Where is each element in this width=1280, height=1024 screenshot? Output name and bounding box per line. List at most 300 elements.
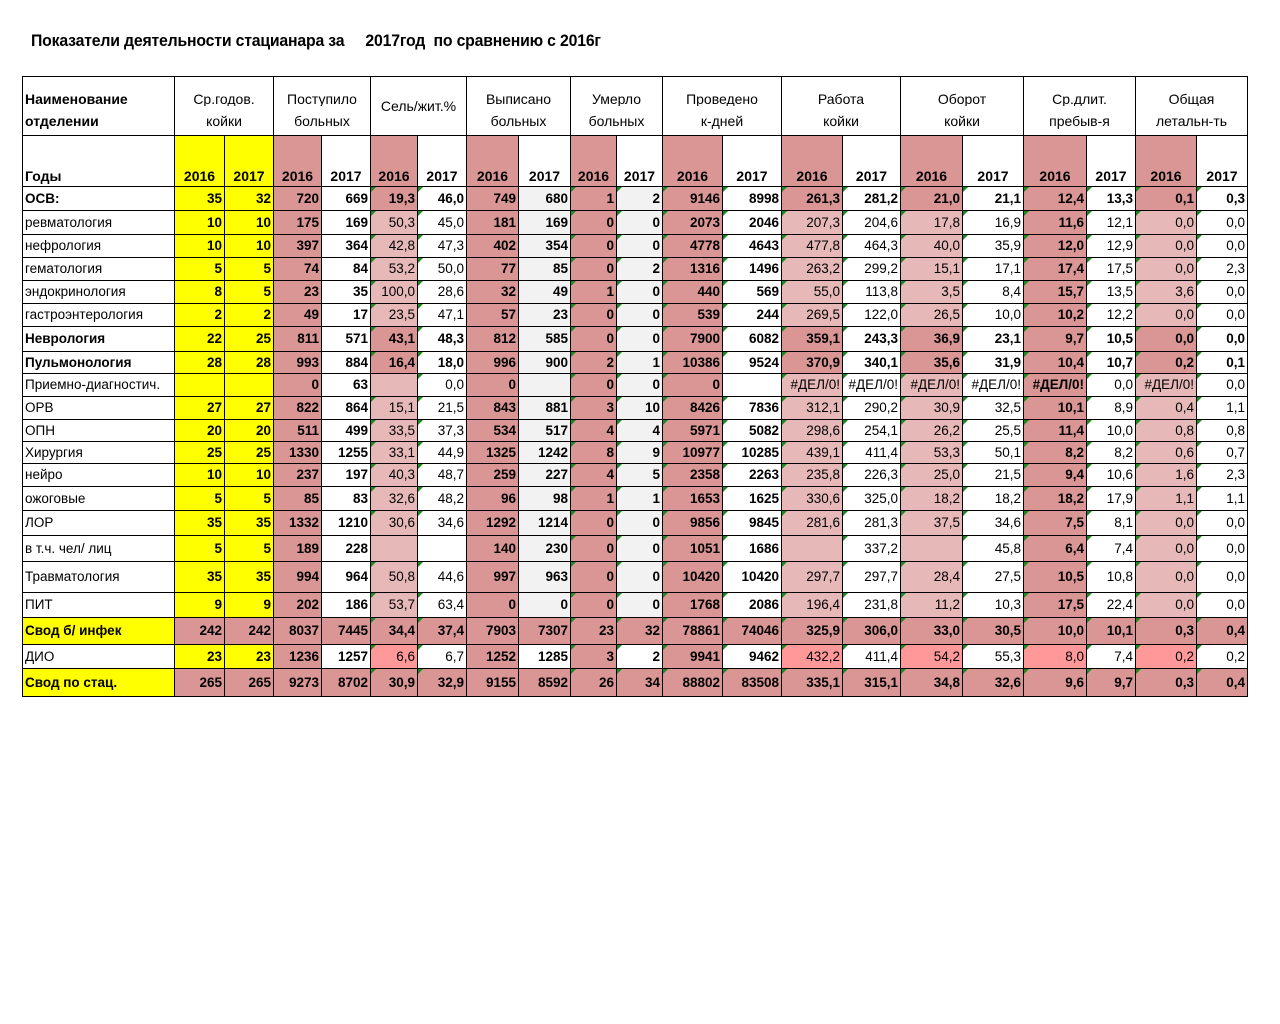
table-cell [519,420,571,442]
table-cell [371,442,418,464]
table-cell [723,669,782,697]
cell-value: 35 [255,515,271,531]
cell-value: 26 [598,674,614,690]
cell-value: 1316 [689,261,720,277]
table-cell [782,669,843,697]
header-group-sub-6 [782,106,901,136]
cell-value: 33,5 [388,422,415,438]
cell-value: 8037 [288,623,319,639]
cell-value: 2 [606,354,614,370]
table-cell [418,352,467,374]
table-cell [225,645,274,669]
table-cell [843,327,901,352]
cell-value: 994 [296,569,319,585]
cell-value: 1625 [748,490,779,506]
cell-value: 13,5 [1106,284,1133,300]
table-cell [1087,487,1136,511]
header-group-6 [782,77,901,107]
cell-value: 32,9 [437,674,464,690]
cell-value: 0,0 [1175,597,1194,613]
table-cell [843,397,901,420]
cell-value: 364 [345,238,368,254]
cell-value: 0,3 [1175,623,1194,639]
cell-value: 0 [606,238,614,254]
header-name-label: Наименование [25,91,128,106]
table-cell [175,397,225,420]
cell-value: 231,8 [864,597,898,613]
cell-value: 2 [652,648,660,664]
cell-value: 4 [606,422,614,438]
cell-value: 569 [756,284,779,300]
table-cell [843,374,901,397]
table-cell [371,304,418,327]
table-cell [519,352,571,374]
row-name [23,593,175,618]
cell-value: 43,1 [388,331,415,347]
cell-value: 40,3 [388,467,415,483]
table-cell [418,304,467,327]
header-group-label: Поступило [287,91,357,106]
table-cell [1087,235,1136,258]
header-group-label: Ср.длит. [1052,91,1107,106]
table-cell [901,374,963,397]
table-cell [843,618,901,645]
cell-value: 15,1 [933,261,960,277]
cell-value: 0 [652,540,660,556]
cell-value: 17,4 [1057,261,1084,277]
table-cell [175,669,225,697]
cell-value: 7,4 [1114,648,1133,664]
table-cell [175,327,225,352]
row-name-text: гастроэнтерология [25,307,143,323]
cell-value: 10 [206,238,222,254]
table-cell [617,618,663,645]
header-group-sublabel: койки [944,112,980,129]
cell-value: 8426 [689,400,720,416]
cell-value: 1 [652,490,660,506]
cell-value: 7,4 [1114,540,1133,556]
table-cell [782,304,843,327]
table-cell [418,187,467,211]
cell-value: 439,1 [806,444,840,460]
cell-value: 19,3 [388,190,415,206]
table-cell [782,258,843,281]
table-cell [663,645,723,669]
cell-value: 749 [493,190,516,206]
cell-value: 7903 [485,623,516,639]
table-cell [371,258,418,281]
cell-value: 534 [493,422,516,438]
table-cell [1197,235,1248,258]
year-header [371,136,418,187]
table-cell [519,327,571,352]
row-name-text: ОРВ [25,400,54,416]
cell-value: 0 [652,377,660,393]
cell-value: 18,2 [933,490,960,506]
cell-value: 0,1 [1226,354,1245,370]
row-name [23,235,175,258]
table-cell [175,593,225,618]
table-cell [519,593,571,618]
cell-value: 34,6 [994,515,1021,531]
header-group-9 [1136,77,1248,107]
table-cell [617,487,663,511]
table-cell [1087,304,1136,327]
cell-value: 0 [560,597,568,613]
table-cell [617,593,663,618]
row-name [23,464,175,487]
cell-value: 325,0 [864,490,898,506]
header-group-2 [371,77,467,136]
table-cell [225,281,274,304]
cell-value: 10,3 [994,597,1021,613]
table-cell [901,562,963,593]
row-name-text: ДИО [25,648,55,664]
table-cell [901,645,963,669]
cell-value: 432,2 [806,648,840,664]
table-cell [274,235,322,258]
cell-value: 40,0 [933,238,960,254]
table-cell [519,669,571,697]
header-group-label: Работа [817,91,865,106]
cell-value: 499 [345,422,368,438]
table-cell [225,211,274,235]
header-group-sublabel: койки [823,112,859,129]
table-cell [571,487,617,511]
table-cell [519,618,571,645]
cell-value: 884 [345,354,368,370]
table-cell [1136,618,1197,645]
table-cell [1087,442,1136,464]
cell-value: 4 [652,422,660,438]
cell-value: 312,1 [806,400,840,416]
cell-value: 1768 [689,597,720,613]
table-cell [322,645,371,669]
cell-value: 1653 [689,490,720,506]
header-name-line1 [23,77,175,107]
cell-value: 0,0 [1226,331,1245,347]
table-cell [963,536,1024,562]
year-label: 2017 [330,168,362,184]
header-group-5 [663,77,782,107]
cell-value: 1285 [537,648,568,664]
table-cell [1024,397,1087,420]
row-name [23,562,175,593]
cell-value: 242 [199,623,222,639]
cell-value: #ДЕЛ/0! [1144,377,1194,393]
year-header [519,136,571,187]
table-cell [322,235,371,258]
cell-value: 197 [345,467,368,483]
header-group-sublabel: больных [294,112,350,129]
table-cell [617,187,663,211]
table-cell [1087,511,1136,536]
table-cell [723,442,782,464]
table-cell [418,593,467,618]
table-cell [663,352,723,374]
table-cell [963,464,1024,487]
cell-value: 10,0 [1057,623,1084,639]
cell-value: 10 [255,467,271,483]
cell-value: 2086 [748,597,779,613]
cell-value: 2358 [689,467,720,483]
cell-value: 88802 [682,674,720,690]
cell-value: 8592 [537,674,568,690]
table-cell [467,187,519,211]
table-cell [519,464,571,487]
cell-value: 1 [652,354,660,370]
table-cell [1024,442,1087,464]
header-group-3 [467,77,571,107]
table-cell [175,235,225,258]
table-cell [225,304,274,327]
cell-value: 2 [263,307,271,323]
cell-value: 1,1 [1175,490,1194,506]
cell-value: 10,5 [1057,569,1084,585]
cell-value: 402 [493,238,516,254]
table-row [23,187,1248,211]
cell-value: 354 [545,238,568,254]
header-group-sub-4 [571,106,663,136]
cell-value: 30,9 [388,674,415,690]
table-cell [571,511,617,536]
table-cell [663,235,723,258]
table-cell [1087,669,1136,697]
cell-value: 0,0 [1175,307,1194,323]
cell-value: 12,9 [1106,238,1133,254]
cell-value: 0 [606,307,614,323]
cell-value: 3,5 [941,284,960,300]
header-group-label: Ср.годов. [193,91,255,106]
cell-value: 5 [263,490,271,506]
table-cell [663,397,723,420]
table-cell [901,536,963,562]
table-cell [1197,397,1248,420]
table-cell [1136,258,1197,281]
cell-value: 44,6 [437,569,464,585]
cell-value: #ДЕЛ/0! [790,377,840,393]
header-name-line2 [23,106,175,136]
table-cell [571,562,617,593]
table-cell [322,593,371,618]
cell-value: 585 [545,331,568,347]
table-cell [1024,645,1087,669]
table-cell [963,397,1024,420]
cell-value: 9,4 [1065,467,1084,483]
cell-value: 5 [214,261,222,277]
cell-value: 0,2 [1175,648,1194,664]
year-header [723,136,782,187]
cell-value: 181 [493,214,516,230]
cell-value: 0,7 [1226,444,1245,460]
cell-value: 0,0 [1114,377,1133,393]
cell-value: 12,0 [1057,238,1084,254]
table-cell [467,669,519,697]
header-group-sub-7 [901,106,1024,136]
cell-value: 900 [545,354,568,370]
cell-value: 53,3 [933,444,960,460]
header-group-1 [274,77,371,107]
cell-value: 812 [493,331,516,347]
years-label [23,136,175,187]
cell-value: 5 [214,540,222,556]
table-row [23,593,1248,618]
cell-value: 259 [493,467,516,483]
cell-value: 7836 [748,400,779,416]
cell-value: 22 [206,331,222,347]
table-cell [519,374,571,397]
table-cell [418,487,467,511]
table-cell [1024,352,1087,374]
header-group-label: Оборот [937,91,987,106]
cell-value: 47,3 [437,238,464,254]
cell-value: 0 [606,331,614,347]
cell-value: 63 [352,377,368,393]
table-cell [225,536,274,562]
cell-value: 7900 [689,331,720,347]
table-cell [1197,562,1248,593]
table-cell [418,235,467,258]
cell-value: 993 [296,354,319,370]
table-cell [617,464,663,487]
table-cell [617,211,663,235]
table-cell [225,562,274,593]
table-cell [963,281,1024,304]
table-cell [175,352,225,374]
year-label: 2016 [183,168,216,184]
year-label: 2016 [476,168,509,184]
cell-value: 4643 [748,238,779,254]
table-cell [963,258,1024,281]
cell-value: 0 [606,540,614,556]
table-cell [519,562,571,593]
table-cell [1197,374,1248,397]
table-cell [225,487,274,511]
cell-value: 12,2 [1106,307,1133,323]
row-name [23,420,175,442]
cell-value: 0,2 [1175,354,1194,370]
table-cell [617,669,663,697]
year-label: 2017 [528,168,561,184]
cell-value: 290,2 [864,400,898,416]
row-name-text: Приемно-диагностич. [25,377,161,393]
table-cell [571,442,617,464]
table-cell [782,211,843,235]
row-name [23,511,175,536]
cell-value: 10 [255,238,271,254]
table-cell [901,618,963,645]
table-cell [274,211,322,235]
table-cell [782,536,843,562]
table-cell [1087,211,1136,235]
header-group-sublabel: больных [490,112,547,129]
row-name [23,327,175,352]
cell-value: 0,8 [1175,422,1194,438]
cell-value: 0 [712,377,720,393]
table-cell [617,281,663,304]
table-cell [175,420,225,442]
table-row [23,258,1248,281]
table-cell [963,645,1024,669]
year-label: 2016 [1039,168,1071,184]
table-cell [963,211,1024,235]
cell-value: 23 [552,307,568,323]
cell-value: 881 [545,400,568,416]
row-name [23,536,175,562]
cell-value: 48,3 [437,331,464,347]
cell-value: 47,1 [437,307,464,323]
cell-value: 32 [255,190,271,206]
table-cell [1024,669,1087,697]
cell-value: 1210 [337,515,368,531]
table-cell [418,536,467,562]
cell-value: 10977 [682,444,720,460]
table-cell [1136,562,1197,593]
table-cell [1197,593,1248,618]
cell-value: 6,4 [1065,540,1084,556]
table-cell [418,327,467,352]
header-group-sub-3 [467,106,571,136]
table-cell [782,327,843,352]
row-name [23,352,175,374]
cell-value: 9524 [748,354,779,370]
table-cell [723,211,782,235]
table-cell [519,281,571,304]
cell-value: 37,5 [933,515,960,531]
cell-value: 35 [255,569,271,585]
year-header [843,136,901,187]
table-cell [1136,669,1197,697]
cell-value: 0 [606,569,614,585]
cell-value: 10 [644,400,660,416]
cell-value: 0 [652,515,660,531]
table-cell [1136,352,1197,374]
table-cell [322,618,371,645]
table-cell [1136,187,1197,211]
table-cell [1136,235,1197,258]
table-cell [274,281,322,304]
cell-value: 8,4 [1002,284,1021,300]
cell-value: 0,0 [1226,515,1245,531]
cell-value: 35 [206,190,222,206]
table-cell [723,487,782,511]
cell-value: 28,4 [933,569,960,585]
table-cell [1024,281,1087,304]
table-cell [843,562,901,593]
cell-value: 30,6 [388,515,415,531]
table-cell [782,442,843,464]
table-cell [322,374,371,397]
table-cell [274,536,322,562]
row-name-text: Неврология [25,331,106,347]
table-cell [1024,211,1087,235]
table-cell [322,281,371,304]
year-label: 2017 [1206,168,1238,184]
table-cell [371,464,418,487]
cell-value: 10420 [741,569,779,585]
table-cell [467,618,519,645]
table-cell [418,669,467,697]
cell-value: 8998 [748,190,779,206]
cell-value: 720 [296,190,319,206]
table-cell [274,618,322,645]
cell-value: 315,1 [864,674,898,690]
cell-value: 1252 [485,648,516,664]
table-cell [963,374,1024,397]
table-cell [1136,327,1197,352]
header-group-sublabel: больных [588,112,645,129]
table-cell [963,420,1024,442]
